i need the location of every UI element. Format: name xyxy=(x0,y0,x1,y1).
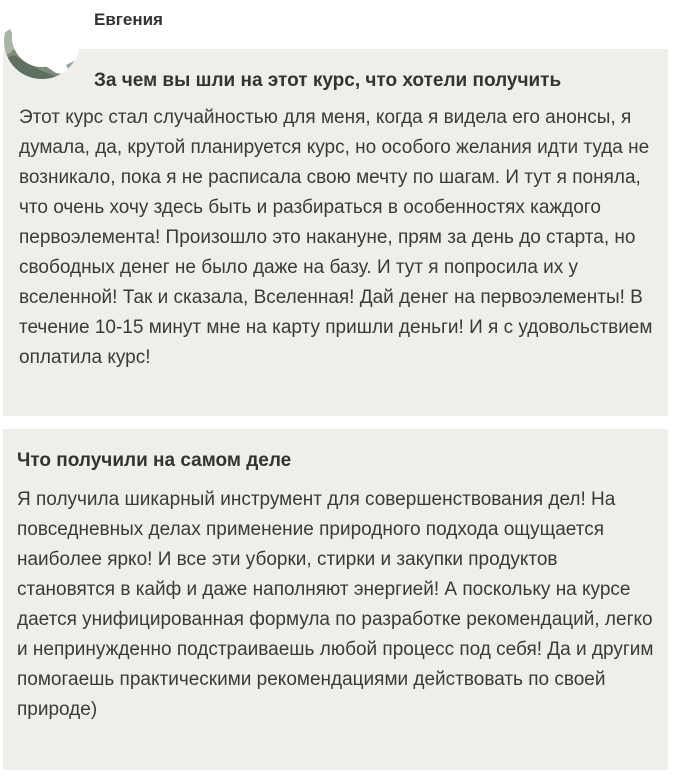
section-text-expectations: Этот курс стал случайностью для меня, когда я видела его анонсы, я думала, да, крутой планируется курс, но особого желания идти туда не возникало, пока я не расписала свою мечту по шагам. И тут я поняла, что очень хочу здесь быть и разбираться в особенностях каждого первоэлемента! Произошло это накануне, прям за день до старта, но свободных денег не было даже на базу. И тут я попросила их у вселенной! Так и сказала, Вселенная! Дай денег на первоэлементы! В течение 10-15 минут мне на карту пришли деньги! И я с удовольствием оплатила курс! xyxy=(19,107,653,368)
section-text-results: Я получила шикарный инструмент для совершенствования дел! На повседневных делах применение природного подхода ощущается наиболее ярко! И все эти уборки, стирки и закупки продуктов становятся в кайф и даже наполняют энергией! А поскольку на курсе дается унифицированная формула по разработке рекомендаций, легко и непринужденно подстраиваешь любой процесс под себя! Да и другим помогаешь практическими рекомендациями действовать по своей природе) xyxy=(17,489,654,720)
avatar xyxy=(4,3,80,79)
review-section-results xyxy=(3,429,668,770)
avatar-photo xyxy=(4,3,80,79)
section-heading-results: Что получили на самом деле xyxy=(17,450,292,471)
section-heading-expectations: За чем вы шли на этот курс, что хотели получить xyxy=(94,70,562,91)
author-name: Евгения xyxy=(94,10,163,29)
review-section-expectations xyxy=(3,49,668,416)
